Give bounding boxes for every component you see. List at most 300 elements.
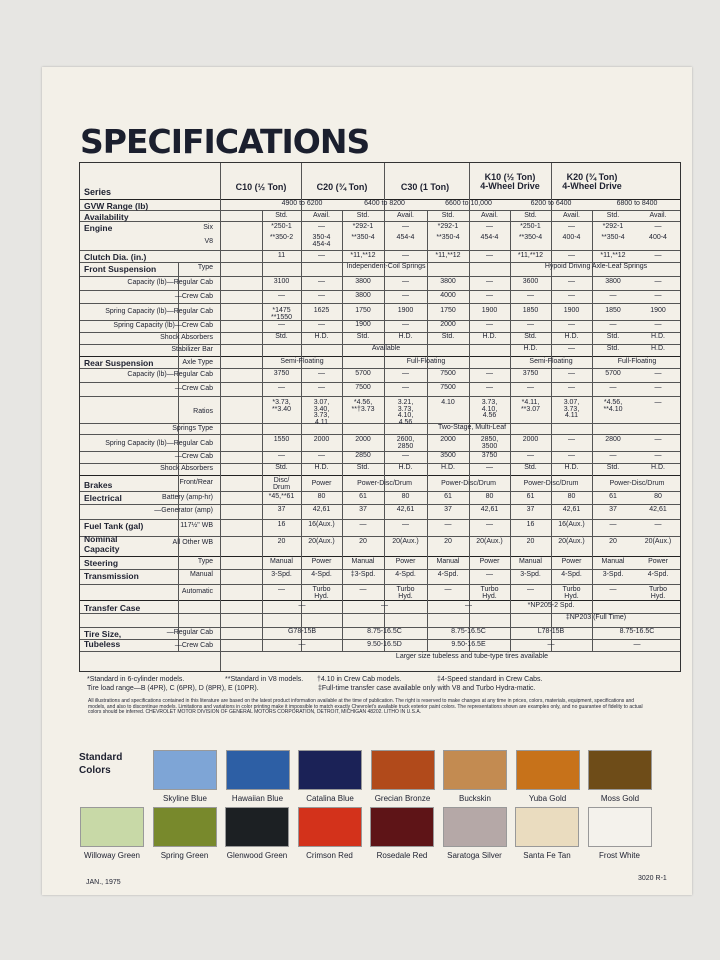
- table-cell: —: [654, 436, 662, 443]
- table-cell: —: [486, 384, 493, 391]
- row-label: Spring Capacity (lb)—Regular Cab: [105, 308, 213, 315]
- swatch-skyline-blue: [153, 750, 217, 790]
- row-label: Springs Type: [172, 425, 213, 432]
- table-cell: Hypoid Driving Axle-Leaf Springs: [544, 263, 648, 270]
- table-cell: Turbo Hyd.: [396, 586, 415, 600]
- table-cell: —: [654, 223, 662, 230]
- table-cell: —: [654, 252, 662, 259]
- row-divider: [80, 320, 680, 321]
- table-cell: Turbo Hyd.: [648, 586, 668, 600]
- column-header-k10: K10 (½ Ton) 4-Wheel Drive: [480, 172, 540, 191]
- fine-print: All illustrations and specifications contained in this literature are based on the latest product information available at the time of publication. The right is reserved to make changes at any time in prices, colors, materials, equipment, specifications and models, and also to discontinue models. Limitations and variations in color printing make it impossible to match exactly Chevrolet's available truck exterior paint colors. The representations shown are examples only, and no guarantee of fidelity to actual colors should be inferred. CHEVROLET MOTOR DIVISION OF GENERAL MOTORS CORPORATION, DETROIT, MICHIGAN 48202. LITHO IN U.S.A.: [88, 698, 643, 715]
- spec-table: [79, 162, 681, 672]
- table-cell: —: [381, 602, 388, 609]
- table-cell: 61: [609, 493, 617, 500]
- row-divider: [80, 569, 680, 570]
- table-cell: —: [654, 292, 662, 299]
- table-cell: 2000: [522, 436, 539, 443]
- table-cell: 1900: [650, 307, 666, 314]
- table-cell: 2850, 3500: [480, 436, 499, 450]
- table-cell: —: [568, 292, 575, 299]
- table-cell: 3750: [522, 370, 539, 377]
- table-cell: *3.73, **3.40: [271, 399, 292, 413]
- swatch-willoway-green: [80, 807, 144, 847]
- row-label: Axle Type: [182, 359, 213, 366]
- table-cell: 1900: [481, 307, 498, 314]
- table-cell: 3-Spd.: [602, 571, 624, 578]
- table-cell: H.D.: [651, 345, 665, 352]
- table-cell: Std.: [275, 212, 288, 219]
- table-cell: —: [486, 571, 493, 578]
- table-cell: 2600, 2850: [396, 436, 415, 450]
- swatch-label: Glenwood Green: [226, 851, 288, 860]
- table-cell: —: [654, 278, 662, 285]
- table-cell: **350-4: [601, 234, 625, 241]
- table-cell: 2800: [605, 436, 621, 443]
- table-cell: Avail.: [649, 212, 667, 219]
- swatch-label: Yuba Gold: [528, 794, 567, 803]
- table-cell: Manual: [519, 558, 542, 565]
- table-cell: 1750: [440, 307, 456, 314]
- table-cell: —: [486, 464, 493, 471]
- row-label: —Crew Cab: [174, 385, 213, 392]
- table-cell: Avail.: [481, 212, 498, 219]
- row-label: Stabilizer Bar: [171, 346, 213, 353]
- row-divider: [80, 556, 680, 557]
- table-cell: —: [486, 278, 493, 285]
- table-cell: 7500: [355, 384, 371, 391]
- table-cell: 1900: [563, 307, 580, 314]
- table-cell: **350-4: [436, 234, 460, 241]
- table-cell: Manual: [436, 558, 460, 565]
- row-label: Spring Capacity (lb)—Regular Cab: [105, 440, 213, 447]
- swatch-label: Spring Green: [160, 851, 209, 860]
- table-cell: *11,**12: [600, 252, 626, 259]
- row-divider: [80, 396, 680, 397]
- table-cell: Std.: [275, 464, 288, 471]
- table-cell: —: [527, 321, 534, 328]
- table-cell: 3.21, 3.73, 4.10, 4.56: [397, 399, 414, 426]
- table-cell: *11,**12: [350, 252, 376, 259]
- table-cell: 8.75-16.5C: [451, 628, 486, 635]
- table-cell: 1900: [397, 307, 414, 314]
- row-label: GVW Range (lb): [84, 201, 149, 211]
- table-cell: —: [547, 641, 555, 648]
- table-cell: 2000: [355, 436, 371, 443]
- row-divider: [80, 356, 680, 357]
- table-cell: H.D.: [651, 333, 665, 340]
- row-divider: [80, 332, 680, 333]
- table-cell: Std.: [606, 212, 620, 219]
- row-label: Ratios: [193, 408, 213, 415]
- table-cell: 3-Spd.: [520, 571, 541, 578]
- table-cell: 6600 to 10,000: [445, 200, 492, 207]
- table-cell: Manual: [601, 558, 625, 565]
- table-cell: 1850: [522, 307, 539, 314]
- table-cell: 2000: [313, 436, 330, 443]
- swatch-buckskin: [443, 750, 507, 790]
- table-cell: —: [486, 223, 493, 230]
- table-cell: 80: [567, 493, 576, 500]
- table-cell: 1550: [273, 436, 290, 443]
- table-cell: 16(Aux.): [558, 521, 585, 528]
- table-cell: 454-4: [396, 234, 415, 241]
- table-cell: ‡3-Spd.: [350, 571, 376, 578]
- table-cell: H.D.: [564, 333, 579, 340]
- row-label: Fuel Tank (gal): [84, 521, 144, 531]
- swatch-crimson-red: [298, 807, 362, 847]
- table-cell: 3.07, 3.40, 3.73, 4.11: [313, 399, 330, 426]
- table-cell: Avail.: [313, 212, 330, 219]
- row-divider: [80, 423, 680, 424]
- table-cell: 37: [444, 506, 452, 513]
- table-cell: 3800: [440, 278, 456, 285]
- table-cell: —: [568, 370, 575, 377]
- table-cell: *250-1: [520, 223, 541, 230]
- table-cell: 6400 to 8200: [364, 200, 405, 207]
- table-cell: 20: [444, 538, 452, 545]
- table-cell: —: [654, 321, 662, 328]
- table-cell: 454-4: [480, 234, 499, 241]
- table-cell: 2000: [440, 321, 456, 328]
- table-cell: —: [486, 370, 493, 377]
- row-divider: [80, 368, 680, 369]
- table-cell: 3100: [273, 278, 290, 285]
- footnote-transfer_note: ‡Full-time transfer case available only with V8 and Turbo Hydra-matic.: [318, 685, 536, 692]
- table-cell: 20(Aux.): [476, 538, 503, 545]
- swatch-label: Skyline Blue: [162, 794, 208, 803]
- swatch-saratoga-silver: [443, 807, 507, 847]
- table-cell: —: [654, 399, 662, 406]
- table-cell: —: [278, 586, 285, 593]
- table-cell: 3.73, 4.10, 4.56: [481, 399, 498, 419]
- table-cell: Full-Floating: [406, 358, 446, 365]
- table-cell: Power-Disc/Drum: [609, 480, 665, 487]
- table-cell: 4-Spd.: [437, 571, 459, 578]
- table-cell: Std.: [524, 212, 537, 219]
- table-cell: H.D.: [441, 464, 455, 471]
- row-label: Clutch Dia. (in.): [84, 252, 147, 262]
- row-label: Type: [197, 264, 213, 271]
- table-cell: H.D.: [651, 464, 665, 471]
- table-cell: —: [609, 586, 617, 593]
- form-code: 3020 R-1: [638, 875, 667, 882]
- table-cell: Std.: [606, 464, 620, 471]
- table-cell: Std.: [356, 464, 370, 471]
- table-cell: Power: [648, 558, 668, 565]
- table-cell: *250-1: [271, 223, 292, 230]
- table-cell: 37: [277, 506, 286, 513]
- table-cell: 61: [359, 493, 367, 500]
- table-cell: Manual: [270, 558, 293, 565]
- row-divider: [80, 536, 680, 537]
- row-label: Front/Rear: [179, 479, 213, 486]
- swatch-catalina-blue: [298, 750, 362, 790]
- table-cell: 9.50-16.5E: [451, 641, 486, 648]
- table-cell: —: [654, 370, 662, 377]
- table-cell: —: [402, 223, 409, 230]
- table-cell: —: [609, 321, 617, 328]
- table-cell: 20(Aux.): [558, 538, 585, 545]
- table-cell: 7500: [440, 384, 456, 391]
- table-cell: H.D.: [398, 464, 413, 471]
- table-cell: 3600: [522, 278, 539, 285]
- table-cell: —: [318, 370, 325, 377]
- table-cell: Power: [311, 558, 332, 565]
- swatch-label: Santa Fe Tan: [523, 851, 571, 860]
- swatch-label: Buckskin: [458, 794, 491, 803]
- row-divider: [80, 221, 680, 222]
- table-cell: 1850: [605, 307, 621, 314]
- table-cell: 400-4: [562, 234, 581, 241]
- table-cell: *45,**61: [268, 493, 295, 500]
- row-label: —Crew Cab: [174, 293, 213, 300]
- table-cell: —: [298, 602, 306, 609]
- row-label: Capacity (lb)—Regular Cab: [127, 279, 213, 286]
- swatch-label: Saratoga Silver: [447, 851, 502, 860]
- table-cell: 20: [277, 538, 286, 545]
- table-cell: —: [318, 384, 325, 391]
- row-label: Tire Size, Tubeless: [84, 629, 122, 649]
- row-label: —Generator (amp): [154, 507, 213, 514]
- table-cell: Turbo Hyd.: [562, 586, 581, 600]
- standard-colors-title: Standard Colors: [79, 752, 123, 776]
- table-cell: 20(Aux.): [392, 538, 419, 545]
- table-cell: 80: [654, 493, 662, 500]
- row-label: Six: [203, 224, 213, 231]
- table-cell: —: [402, 452, 409, 459]
- footnote-spd: ‡4-Speed standard in Crew Cabs.: [437, 676, 543, 683]
- table-cell: Larger size tubeless and tube-type tires available: [395, 653, 549, 660]
- table-cell: Avail.: [397, 212, 414, 219]
- swatch-label: Frost White: [599, 851, 640, 860]
- table-cell: 3750: [481, 452, 498, 459]
- row-label: Automatic: [181, 588, 213, 595]
- row-label: —Crew Cab: [174, 453, 213, 460]
- table-cell: —: [318, 321, 325, 328]
- row-divider: [80, 639, 680, 640]
- table-cell: 1900: [355, 321, 371, 328]
- swatch-moss-gold: [588, 750, 652, 790]
- row-label: Type: [197, 558, 213, 565]
- table-cell: —: [278, 292, 285, 299]
- table-cell: Std.: [356, 212, 370, 219]
- row-label: Manual: [190, 571, 213, 578]
- footnote-std6: *Standard in 6-cylinder models.: [87, 676, 185, 683]
- table-cell: —: [609, 521, 617, 528]
- table-cell: —: [318, 292, 325, 299]
- table-cell: —: [402, 370, 409, 377]
- table-cell: 37: [609, 506, 617, 513]
- table-cell: —: [568, 223, 575, 230]
- table-cell: 7500: [440, 370, 456, 377]
- table-cell: —: [444, 521, 452, 528]
- table-cell: —: [402, 521, 409, 528]
- table-cell: *4.11, **3.07: [520, 399, 541, 413]
- table-cell: —: [568, 278, 575, 285]
- row-label: Front Suspension: [84, 264, 157, 274]
- table-cell: —: [298, 641, 306, 648]
- table-cell: —: [654, 521, 662, 528]
- table-cell: Power: [561, 558, 582, 565]
- table-cell: *11,**12: [435, 252, 461, 259]
- table-cell: *4.56, **4.10: [603, 399, 623, 413]
- table-cell: —: [402, 292, 409, 299]
- table-cell: 42,61: [649, 506, 667, 513]
- table-cell: 4-Spd.: [561, 571, 582, 578]
- table-cell: 1750: [355, 307, 371, 314]
- row-label: Rear Suspension: [84, 358, 154, 368]
- table-cell: 3800: [605, 278, 621, 285]
- row-label: Battery (amp-hr): [162, 494, 213, 501]
- table-cell: Available: [371, 345, 401, 352]
- swatch-label: Moss Gold: [600, 794, 640, 803]
- row-label: Transmission: [84, 571, 139, 581]
- table-cell: 4000: [440, 292, 456, 299]
- table-cell: 61: [526, 493, 535, 500]
- table-cell: Turbo Hyd.: [480, 586, 499, 600]
- row-divider: [80, 290, 680, 291]
- swatch-label: Grecian Bronze: [374, 794, 431, 803]
- table-cell: —: [402, 252, 409, 259]
- table-cell: *292-1: [602, 223, 624, 230]
- row-label: V8: [204, 238, 213, 245]
- table-cell: —: [465, 602, 472, 609]
- table-cell: *1475 **1550: [270, 307, 293, 321]
- table-cell: 37: [359, 506, 367, 513]
- table-cell: —: [568, 384, 575, 391]
- table-cell: 4.10: [441, 399, 455, 406]
- table-cell: —: [359, 521, 367, 528]
- table-cell: H.D.: [314, 464, 329, 471]
- table-cell: 3500: [440, 452, 456, 459]
- table-cell: —: [609, 452, 617, 459]
- swatch-yuba-gold: [516, 750, 580, 790]
- footnote-crew: †4.10 in Crew Cab models.: [317, 676, 402, 683]
- table-cell: —: [568, 436, 575, 443]
- table-cell: 5700: [355, 370, 371, 377]
- table-cell: 20: [609, 538, 617, 545]
- table-cell: —: [444, 586, 452, 593]
- table-cell: 4900 to 6200: [281, 200, 323, 207]
- table-cell: —: [278, 452, 285, 459]
- table-cell: —: [527, 586, 534, 593]
- table-cell: 8.75-16.5C: [367, 628, 402, 635]
- table-cell: 42,61: [480, 506, 499, 513]
- table-cell: **350-4: [351, 234, 375, 241]
- row-label: Steering: [84, 558, 119, 568]
- table-cell: 2000: [440, 436, 456, 443]
- table-cell: 20: [359, 538, 367, 545]
- table-cell: Power: [311, 480, 332, 487]
- table-cell: Power-Disc/Drum: [441, 480, 496, 487]
- table-cell: 42,61: [396, 506, 415, 513]
- swatch-label: Catalina Blue: [306, 794, 354, 803]
- swatch-label: Crimson Red: [306, 851, 353, 860]
- table-cell: —: [527, 384, 534, 391]
- row-label: Brakes: [84, 480, 113, 490]
- column-header-c30: C30 (1 Ton): [400, 182, 450, 192]
- table-cell: Semi-Floating: [280, 358, 324, 365]
- table-cell: 3800: [355, 292, 371, 299]
- table-cell: —: [278, 384, 285, 391]
- row-label: 117½" WB: [180, 522, 213, 529]
- table-cell: —: [568, 345, 575, 352]
- table-cell: Power-Disc/Drum: [523, 480, 579, 487]
- table-cell: —: [318, 252, 325, 259]
- table-cell: 42,61: [312, 506, 331, 513]
- table-cell: Std.: [606, 333, 620, 340]
- table-cell: —: [609, 292, 617, 299]
- table-cell: Std.: [356, 333, 370, 340]
- table-cell: Full-Floating: [617, 358, 657, 365]
- row-divider: [80, 600, 680, 601]
- table-cell: 16: [526, 521, 535, 528]
- row-divider: [80, 491, 680, 492]
- table-cell: Disc/ Drum: [272, 477, 291, 491]
- table-cell: 42,61: [562, 506, 581, 513]
- table-cell: 2850: [355, 452, 371, 459]
- page-title: SPECIFICATIONS: [80, 122, 370, 161]
- row-label: Capacity (lb)—Regular Cab: [127, 371, 213, 378]
- table-cell: —: [609, 384, 617, 391]
- table-cell: 20(Aux.): [644, 538, 672, 545]
- swatch-label: Willoway Green: [83, 851, 140, 860]
- table-cell: 20: [526, 538, 535, 545]
- table-cell: *292-1: [352, 223, 374, 230]
- row-label: Engine: [84, 223, 113, 233]
- table-cell: —: [527, 292, 534, 299]
- table-cell: —: [359, 586, 367, 593]
- table-cell: Std.: [606, 345, 620, 352]
- swatch-label: Hawaiian Blue: [231, 794, 284, 803]
- table-cell: H.D.: [314, 333, 329, 340]
- row-label: Shock Absorbers: [160, 334, 213, 341]
- row-divider: [80, 382, 680, 383]
- row-label: Electrical: [84, 493, 122, 503]
- row-divider: [80, 303, 680, 304]
- table-cell: Semi-Floating: [529, 358, 573, 365]
- row-label: Spring Capacity (lb)—Crew Cab: [113, 322, 213, 329]
- table-cell: 4-Spd.: [647, 571, 669, 578]
- row-divider: [80, 504, 680, 505]
- table-cell: —: [278, 321, 285, 328]
- table-cell: —: [568, 452, 575, 459]
- table-cell: 80: [485, 493, 494, 500]
- table-cell: Independent-Coil Springs: [346, 263, 426, 270]
- table-cell: 4-Spd.: [395, 571, 416, 578]
- table-cell: **350-4: [518, 234, 543, 241]
- spec-sheet: [42, 67, 692, 895]
- table-cell: Std.: [441, 333, 455, 340]
- table-cell: **350-2: [269, 234, 294, 241]
- table-cell: —: [486, 292, 493, 299]
- table-cell: —: [654, 452, 662, 459]
- table-cell: —: [486, 321, 493, 328]
- table-cell: 400-4: [649, 234, 667, 241]
- table-cell: *4.56, **†3.73: [351, 399, 375, 413]
- table-cell: Avail.: [563, 212, 580, 219]
- table-cell: 3800: [355, 278, 371, 285]
- table-cell: —: [568, 321, 575, 328]
- swatch-santa-fe-tan: [515, 807, 579, 847]
- table-cell: —: [318, 452, 325, 459]
- table-cell: 6200 to 6400: [530, 200, 572, 207]
- row-label: Shock Absorbers: [160, 465, 213, 472]
- swatch-hawaiian-blue: [226, 750, 290, 790]
- table-cell: Power: [395, 558, 416, 565]
- table-cell: 16: [277, 521, 286, 528]
